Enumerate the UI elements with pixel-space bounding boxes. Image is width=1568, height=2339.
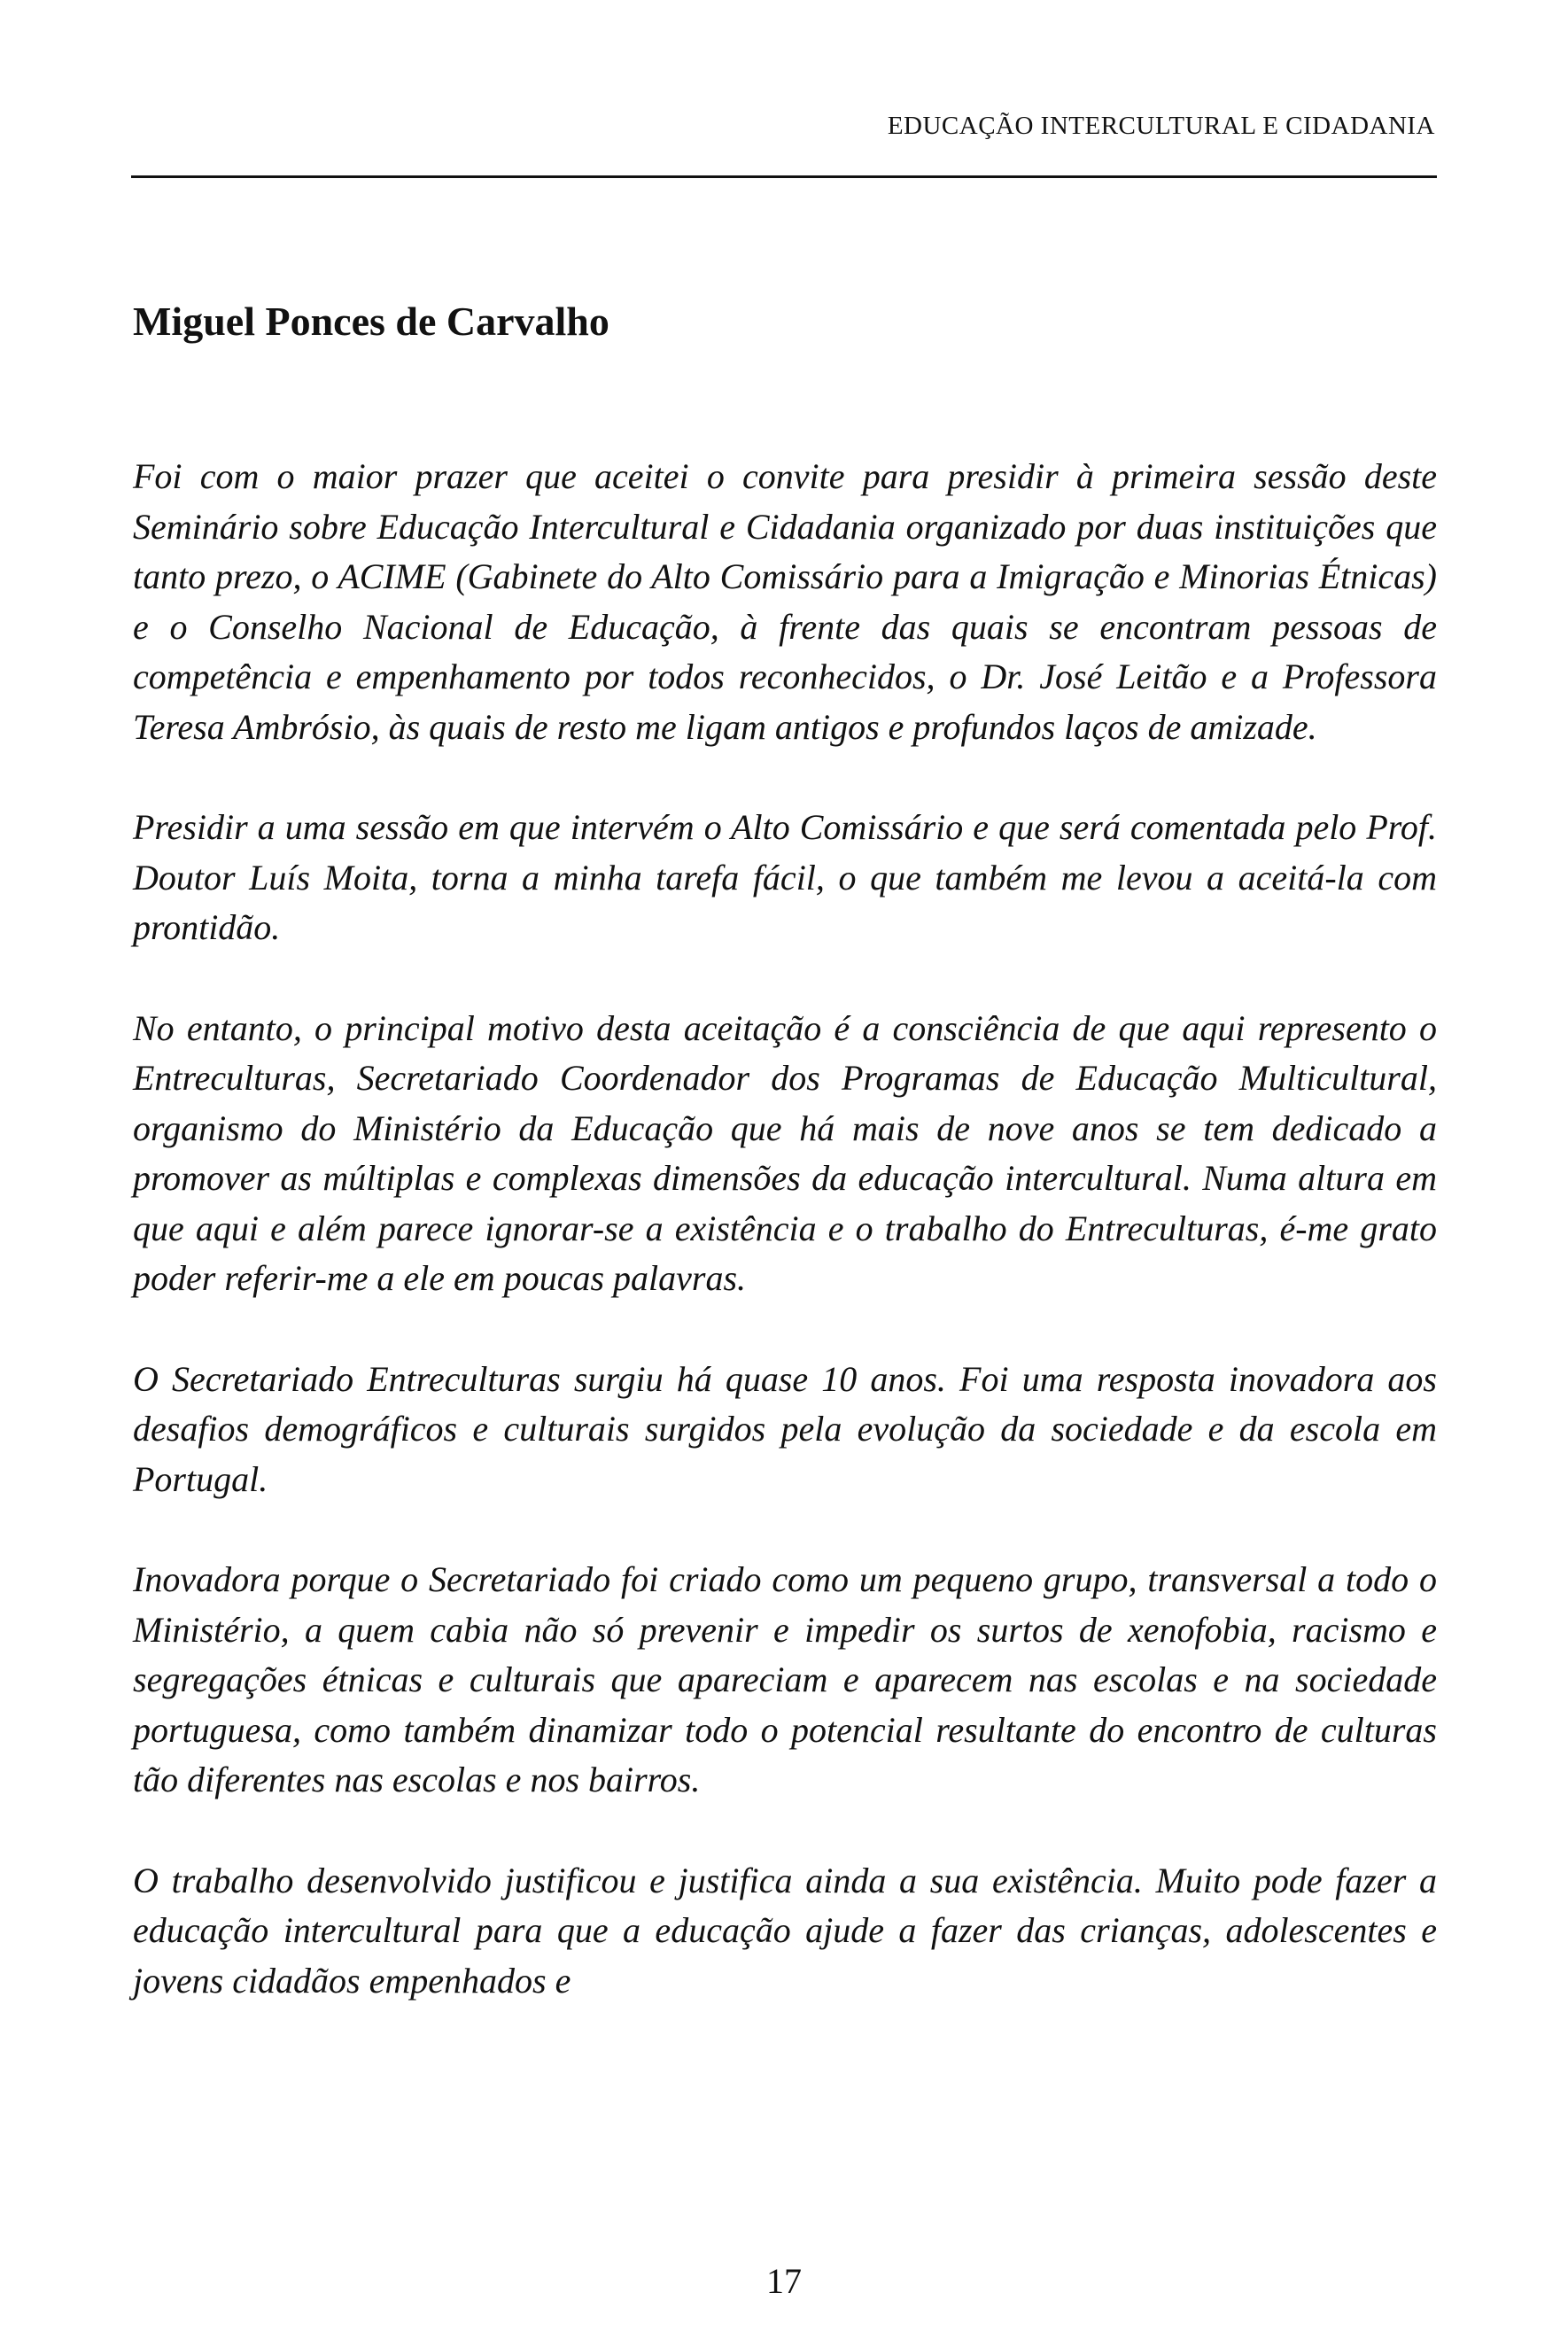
paragraph: Presidir a uma sessão em que intervém o Alto Comissário e que será comentada pelo Prof. Doutor Luís Moita, torna a minha tarefa fácil, o que também me levou a aceitá-la com prontidão. bbox=[133, 807, 1437, 947]
page-number: 17 bbox=[766, 2261, 802, 2301]
paragraph: O trabalho desenvolvido justificou e justifica ainda a sua existência. Muito pode fazer a educação intercultural para que a educação ajude a fazer das crianças, adolescentes e jovens cidadãos empenhados e bbox=[133, 1860, 1437, 2001]
author-heading: Miguel Ponces de Carvalho bbox=[133, 299, 609, 344]
paragraph: Inovadora porque o Secretariado foi criado como um pequeno grupo, transversal a todo o Ministério, a quem cabia não só prevenir e impedir os surtos de xenofobia, racismo e segregações étnicas e culturais que apareciam e aparecem nas escolas e na sociedade portuguesa, como também dinamizar todo o potencial resultante do encontro de culturas tão diferentes nas escolas e nos bairros. bbox=[133, 1559, 1437, 1799]
paragraph: O Secretariado Entreculturas surgiu há quase 10 anos. Foi uma resposta inovadora aos desafios demográficos e culturais surgidos pela evolução da sociedade e da escola em Portugal. bbox=[133, 1358, 1437, 1499]
paragraph: No entanto, o principal motivo desta aceitação é a consciência de que aqui represento o Entreculturas, Secretariado Coordenador dos Programas de Educação Multicultural, organismo do Ministério da Educação que há mais de nove anos se tem dedicado a promover as múltiplas e complexas dimensões da educação intercultural. Numa altura em que aqui e além parece ignorar-se a existência e o trabalho do Entreculturas, é-me grato poder referir-me a ele em poucas palavras. bbox=[133, 1007, 1437, 1298]
running-header: EDUCAÇÃO INTERCULTURAL E CIDADANIA bbox=[887, 112, 1435, 140]
paragraph: Foi com o maior prazer que aceitei o convite para presidir à primeira sessão deste Seminário sobre Educação Intercultural e Cidadania organizado por duas instituições que tanto prezo, o ACIME (Gabinete do Alto Comissário para a Imigração e Minorias Étnicas) e o Conselho Nacional de Educação, à frente das quais se encontram pessoas de competência e empenhamento por todos reconhecidos, o Dr. José Leitão e a Professora Teresa Ambrósio, às quais de resto me ligam antigos e profundos laços de amizade. bbox=[133, 456, 1437, 747]
header-rule bbox=[131, 175, 1437, 178]
body-text bbox=[133, 452, 1437, 2056]
